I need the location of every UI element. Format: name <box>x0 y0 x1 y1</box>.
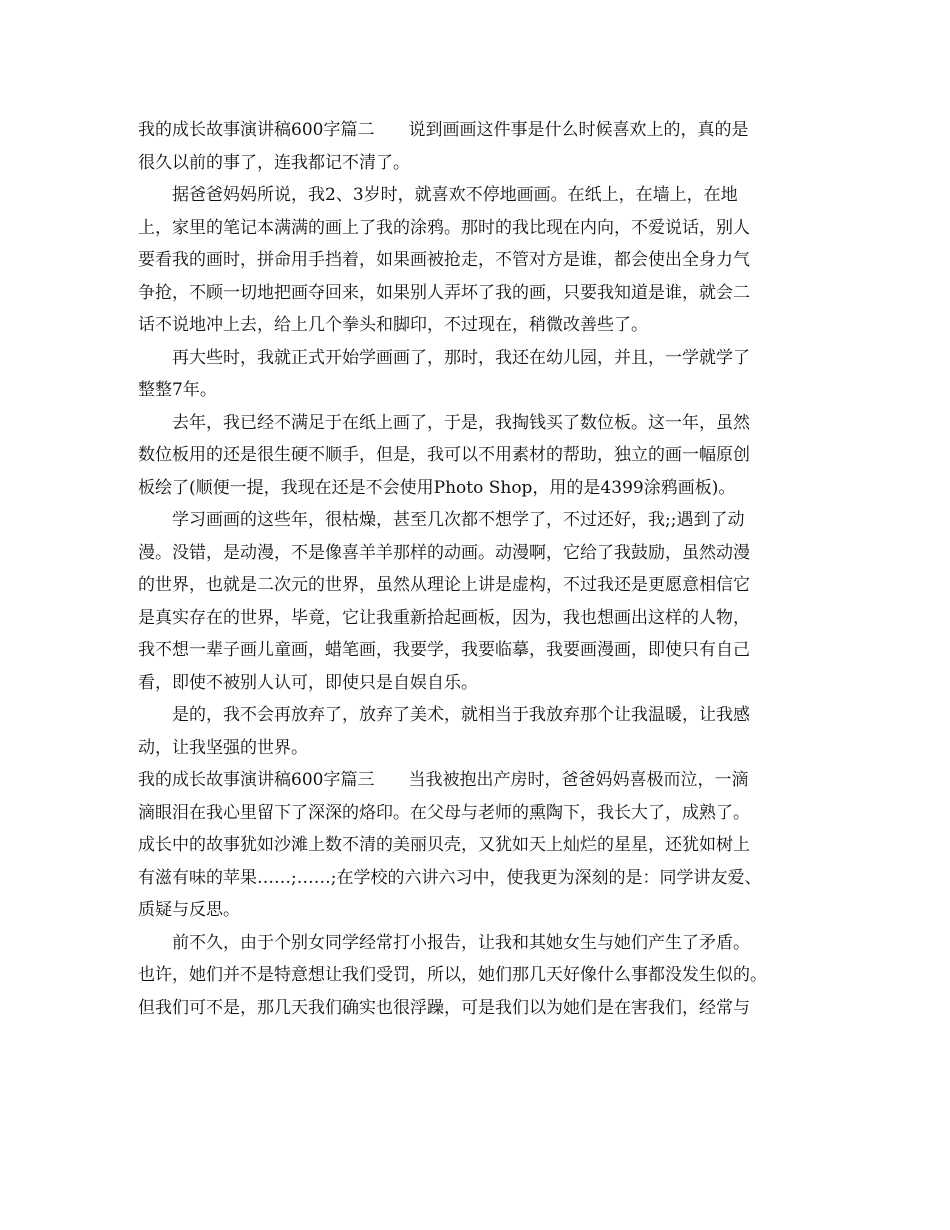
text-line: 也许，她们并不是特意想让我们受罚，所以，她们那几天好像什么事都没发生似的。 <box>138 965 767 985</box>
text-line: 话不说地冲上去，给上几个拳头和脚印，不过现在，稍微改善些了。 <box>138 315 648 335</box>
text-line: 整整7年。 <box>138 380 217 400</box>
text-line: 我不想一辈子画儿童画，蜡笔画，我要学，我要临摹，我要画漫画，即使只有自己 <box>138 640 750 660</box>
text-line: 我的成长故事演讲稿600字篇二 说到画画这件事是什么时候喜欢上的，真的是 <box>138 120 749 140</box>
text-line: 滴眼泪在我心里留下了深深的烙印。在父母与老师的熏陶下，我长大了，成熟了。 <box>138 802 750 823</box>
text-line: 但我们可不是，那几天我们确实也很浮躁，可是我们以为她们是在害我们，经常与 <box>138 997 750 1018</box>
text-line: 前不久，由于个别女同学经常打小报告，让我和其她女生与她们产生了矛盾。 <box>138 932 750 953</box>
text-line: 是的，我不会再放弃了，放弃了美术，就相当于我放弃那个让我温暖，让我感 <box>138 705 750 725</box>
text-line: 板绘了(顺便一提，我现在还是不会使用Photo Shop，用的是4399涂鸦画板)。 <box>138 477 736 498</box>
text-line: 动，让我坚强的世界。 <box>138 737 308 758</box>
text-line: 再大些时，我就正式开始学画画了，那时，我还在幼儿园，并且，一学就学了 <box>138 347 750 368</box>
text-line: 去年，我已经不满足于在纸上画了，于是，我掏钱买了数位板。这一年，虽然 <box>138 412 750 433</box>
text-line: 上，家里的笔记本满满的画上了我的涂鸦。那时的我比现在内向，不爱说话，别人 <box>138 217 750 238</box>
text-line: 成长中的故事犹如沙滩上数不清的美丽贝壳，又犹如天上灿烂的星星，还犹如树上 <box>138 835 750 855</box>
text-line: 是真实存在的世界，毕竟，它让我重新拾起画板，因为，我也想画出这样的人物， <box>138 607 750 628</box>
text-line: 争抢，不顾一切地把画夺回来，如果别人弄坏了我的画，只要我知道是谁，就会二 <box>138 282 750 303</box>
article-body <box>138 114 828 1024</box>
text-line: 要看我的画时，拼命用手挡着，如果画被抢走，不管对方是谁，都会使出全身力气 <box>138 250 750 270</box>
text-line: 漫。没错，是动漫，不是像喜羊羊那样的动画。动漫啊，它给了我鼓励，虽然动漫 <box>138 542 750 563</box>
text-line: 有滋有味的苹果……;……;在学校的六讲六习中，使我更为深刻的是：同学讲友爱、 <box>138 867 762 888</box>
text-line: 学习画画的这些年，很枯燥，甚至几次都不想学了，不过还好，我;;遇到了动 <box>138 510 745 530</box>
text-line: 的世界，也就是二次元的世界，虽然从理论上讲是虚构，不过我还是更愿意相信它 <box>138 575 750 595</box>
text-line: 质疑与反思。 <box>138 900 240 920</box>
text-line: 数位板用的还是很生硬不顺手，但是，我可以不用素材的帮助，独立的画一幅原创 <box>138 445 750 465</box>
text-line: 很久以前的事了，连我都记不清了。 <box>138 152 410 173</box>
text-line: 据爸爸妈妈所说，我2、3岁时，就喜欢不停地画画。在纸上，在墙上，在地 <box>138 185 738 205</box>
text-line: 看，即使不被别人认可，即使只是自娱自乐。 <box>138 672 478 693</box>
text-line: 我的成长故事演讲稿600字篇三 当我被抱出产房时，爸爸妈妈喜极而泣，一滴 <box>138 770 749 790</box>
